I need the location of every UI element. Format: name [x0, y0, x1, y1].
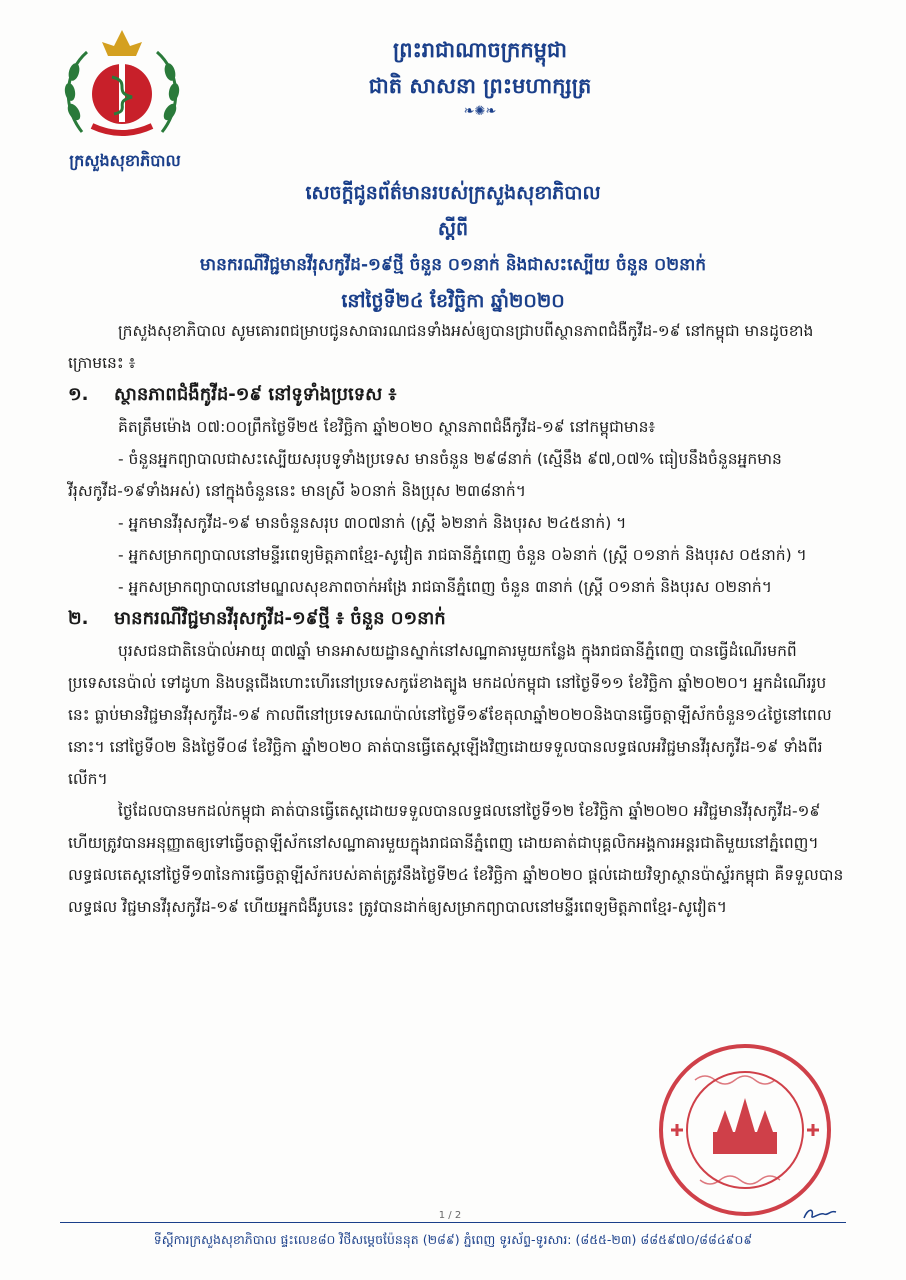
document-title	[60, 175, 846, 319]
ministry-name: ក្រសួងសុខាភិបាល	[69, 151, 181, 170]
ministry-logo	[52, 22, 192, 152]
section-2-paragraph-1: បុរសជនជាតិនេប៉ាល់អាយុ ៣៧ឆ្នាំ មានអាសយដ្ឋានស្នាក់នៅសណ្ឋាគារមួយកន្លែង ក្នុងរាជធានីភ្នំពេញ បានធ្វើដំណើរមកពីប្រទេសនេប៉ាល់ ទៅដូហា និងបន្តជើងហោះហើរនៅប្រទេសកូរ៉េខាងត្បូង មកដល់កម្ពុជា នៅថ្ងៃទី១១ ខែវិច្ឆិកា ឆ្នាំ២០២០។ អ្នកដំណើររូបនេះ ធ្លាប់មានវិជ្ជមានវីរុសកូវីដ-១៩ កាលពីនៅប្រទេសណេប៉ាល់នៅថ្ងៃទី១៩ខែតុលាឆ្នាំ២០២០និងបានធ្វើចត្តាឡីស័កចំនួន១៤ថ្ងៃនៅពេលនោះ។ នៅថ្ងៃទី០២ និងថ្ងៃទី០៨ ខែវិច្ឆិកា ឆ្នាំ២០២០ គាត់បានធ្វើតេស្តឡើងវិញដោយទទួលបានលទ្ធផលអវិជ្ជមានវីរុសកូវីដ-១៩ ទាំងពីរលើក។	[68, 642, 832, 788]
section-1-heading	[68, 379, 846, 411]
ornament-divider	[430, 104, 530, 120]
section-1-bullet: - ចំនួនអ្នកព្យាបាលជាសះស្បើយសរុបទូទាំងប្រទេស មានចំនួន ២៩៨នាក់ (ស្មើនឹង ៩៧,០៧% ធៀបនឹងចំនួនអ្នកមានវីរុសកូវីដ-១៩ទាំងអស់) នៅក្នុងចំនួននេះ មានស្រី ៦០នាក់ និងប្រុស ២៣៨នាក់។	[68, 450, 782, 500]
document-body	[68, 315, 846, 923]
title-line-2: ស្តីពី	[437, 218, 469, 240]
title-line-4: នៅថ្ងៃទី២៤ ខែវិច្ឆិកា ឆ្នាំ២០២០	[341, 290, 565, 312]
official-seal-stamp	[655, 1040, 835, 1220]
section-1-lead: គិតត្រឹមម៉ោង ០៧:០០ព្រឹកថ្ងៃទី២៥ ខែវិច្ឆិកា ឆ្នាំ២០២០ ស្ថានភាពជំងឺកូវីដ-១៩ នៅកម្ពុជាមាន៖	[118, 418, 656, 436]
kingdom-line-1: ព្រះរាជាណាចក្រកម្ពុជា	[392, 38, 567, 62]
section-2-heading	[68, 603, 846, 635]
page-number: 1 / 2	[438, 1210, 462, 1221]
intro-paragraph: ក្រសួងសុខាភិបាល សូមគោរពជម្រាបជូនសាធារណជនទាំងអស់ឲ្យបានជ្រាបពីស្ថានភាពជំងឺកូវីដ-១៩ នៅកម្ពុជា មានដូចខាងក្រោមនេះ ៖	[68, 322, 814, 372]
ornament-glyph: ❧✺❧	[463, 104, 497, 119]
section-2-title: មានករណីវិជ្ជមានវីរុសកូវីដ-១៩ថ្មី ៖ ចំនួន ០១នាក់	[114, 608, 446, 629]
footer-address: ទីស្តីការក្រសួងសុខាភិបាល ផ្ទះលេខ៨០ វិថីសម្តេចប៉ែននុត (២៨៩) ភ្នំពេញ ទូរស័ព្ទ-ទូរសារ: (៨៥៥-២៣) ៨៨៥៩៧០/៨៨៤៩០៩	[153, 1232, 753, 1247]
title-line-1: សេចក្តីជូនព័ត៌មានរបស់ក្រសួងសុខាភិបាល	[305, 182, 601, 204]
section-1-number: ១.	[68, 384, 89, 405]
signature	[800, 1204, 840, 1224]
footer-divider	[60, 1222, 846, 1223]
section-1-bullet: - អ្នកសម្រាកព្យាបាលនៅមន្ទីរពេទ្យមិត្តភាពខ្មែរ-សូវៀត រាជធានីភ្នំពេញ ចំនួន ០៦នាក់ (ស្ត្រី ០១នាក់ និងបុរស ០៥នាក់) ។	[118, 546, 807, 564]
title-line-3: មានករណីវិជ្ជមានវីរុសកូវីដ-១៩ថ្មី ចំនួន ០១នាក់ និងជាសះស្បើយ ចំនួន ០២នាក់	[199, 255, 707, 275]
section-2-paragraph-2: ថ្ងៃដែលបានមកដល់កម្ពុជា គាត់បានធ្វើតេស្តដោយទទួលបានលទ្ធផលនៅថ្ងៃទី១២ ខែវិច្ឆិកា ឆ្នាំ២០២០ អវិជ្ជមានវីរុសកូវីដ-១៩ ហើយត្រូវបានអនុញ្ញាតឲ្យទៅធ្វើចត្តាឡីស័កនៅសណ្ឋាគារមួយក្នុងរាជធានីភ្នំពេញ ដោយគាត់ជាបុគ្គលិកអង្គការអន្តរជាតិមួយនៅភ្នំពេញ។ លទ្ធផលតេស្តនៅថ្ងៃទី១៣នៃការធ្វើចត្តាឡីស័ករបស់គាត់ត្រូវនឹងថ្ងៃទី២៤ ខែវិច្ឆិកា ឆ្នាំ២០២០ ផ្តល់ដោយវិទ្យាស្ថានប៉ាស្ទ័រកម្ពុជា គឺទទួលបានលទ្ធផល វិជ្ជមានវីរុសកូវីដ-១៩ ហើយអ្នកជំងឺរូបនេះ ត្រូវបានដាក់ឲ្យសម្រាកព្យាបាលនៅមន្ទីរពេទ្យមិត្តភាពខ្មែរ-សូវៀត។	[68, 802, 844, 916]
section-1-bullet: - អ្នកមានវីរុសកូវីដ-១៩ មានចំនួនសរុប ៣០៧នាក់ (ស្ត្រី ៦២នាក់ និងបុរស ២៤៥នាក់) ។	[118, 514, 627, 532]
kingdom-line-2: ជាតិ សាសនា ព្រះមហាក្សត្រ	[368, 74, 592, 98]
kingdom-header	[300, 32, 660, 104]
section-2-number: ២.	[68, 608, 89, 629]
section-1-bullet: - អ្នកសម្រាកព្យាបាលនៅមណ្ឌលសុខភាពចាក់អង្រែ រាជធានីភ្នំពេញ ចំនួន ៣នាក់ (ស្ត្រី ០១នាក់ និងបុរស ០២នាក់។	[118, 578, 772, 596]
section-1-title: ស្ថានភាពជំងឺកូវីដ-១៩ នៅទូទាំងប្រទេស ៖	[114, 384, 397, 405]
